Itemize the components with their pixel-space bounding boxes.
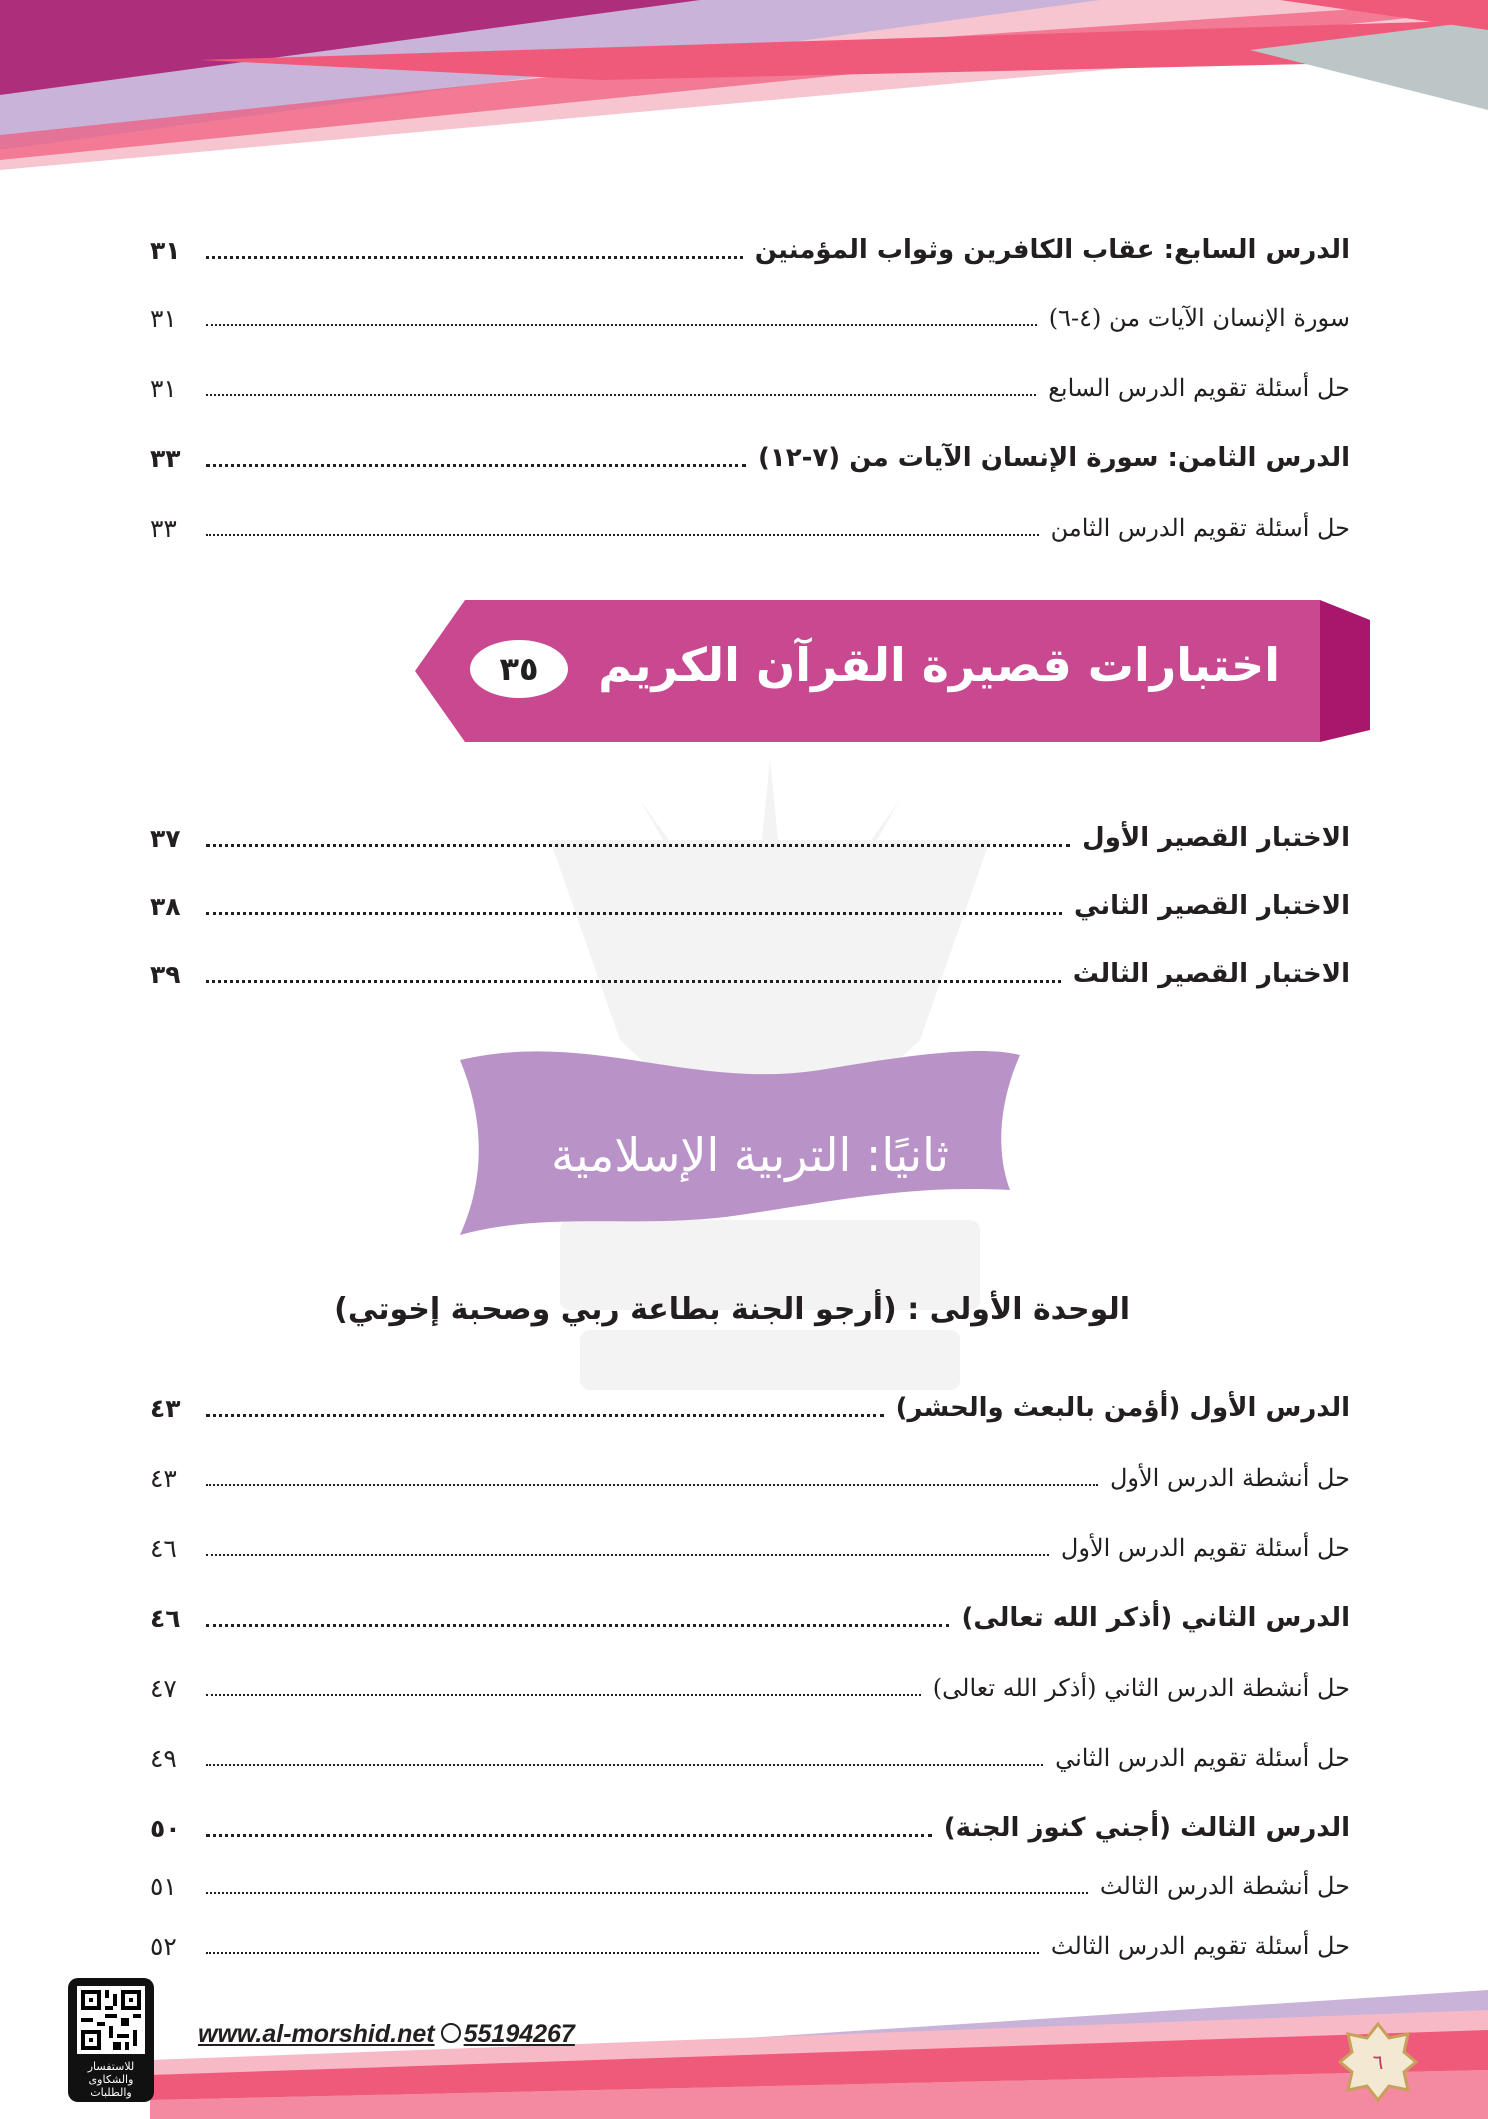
dot-leader (206, 1694, 921, 1696)
footer-contact (198, 2020, 575, 2049)
dot-leader (206, 1892, 1088, 1894)
toc-entry-title: حل أنشطة الدرس الثاني (أذكر الله تعالى) (932, 1674, 1350, 1702)
toc-row[interactable] (150, 816, 1350, 860)
toc-entry-title: الدرس السابع: عقاب الكافرين وثواب المؤمنين (754, 235, 1350, 265)
toc-entry-title: الدرس الأول (أؤمن بالبعث والحشر) (895, 1393, 1350, 1423)
toc-page-number: ٣١ (150, 373, 177, 403)
toc-row[interactable] (150, 884, 1350, 928)
dot-leader (206, 844, 1070, 847)
toc-entry-title: حل أسئلة تقويم الدرس السابع (1048, 374, 1350, 402)
dot-leader (206, 980, 1061, 983)
toc-entry-title: الدرس الثامن: سورة الإنسان الآيات من (٧-١٢) (757, 443, 1350, 473)
unit-subtitle: (أرجو الجنة بطاعة ربي وصحبة إخوتي) (334, 1292, 897, 1327)
toc-entry-title: حل أسئلة تقويم الدرس الأول (1060, 1534, 1350, 1562)
website-link[interactable]: www.al-morshid.net (198, 2020, 435, 2048)
toc-page-number: ٣٨ (150, 891, 181, 921)
dot-leader (206, 256, 743, 259)
toc-entry-title: حل أنشطة الدرس الثالث (1099, 1872, 1350, 1900)
section-banner-title: اختبارات قصيرة القرآن الكريم (598, 638, 1280, 692)
toc-page-number: ٥٢ (150, 1931, 177, 1961)
dot-leader (206, 1764, 1043, 1766)
toc-row[interactable] (150, 296, 1350, 340)
toc-page-number: ٥٠ (150, 1813, 181, 1843)
unit-heading (334, 1292, 1130, 1327)
toc-page-number: ٥١ (150, 1871, 177, 1901)
toc-row[interactable] (150, 1666, 1350, 1710)
toc-page-number: ٣٧ (150, 823, 181, 853)
dot-leader (206, 1834, 932, 1837)
toc-page-number: ٣٣ (150, 443, 181, 473)
ribbon-title: ثانيًا: التربية الإسلامية (551, 1128, 949, 1182)
toc-entry-title: الاختبار القصير الأول (1082, 823, 1350, 853)
toc-entry-title: حل أسئلة تقويم الدرس الثامن (1050, 514, 1350, 542)
toc-entry-title: حل أنشطة الدرس الأول (1109, 1464, 1350, 1492)
toc-entry-title: حل أسئلة تقويم الدرس الثاني (1055, 1744, 1350, 1772)
toc-page-number: ٣١ (150, 303, 177, 333)
dot-leader (206, 1484, 1098, 1486)
toc-entry-title: حل أسئلة تقويم الدرس الثالث (1050, 1932, 1350, 1960)
toc-entry-title: سورة الإنسان الآيات من (٤-٦) (1048, 304, 1350, 332)
toc-entry-title: الاختبار القصير الثالث (1072, 959, 1350, 989)
toc-row[interactable] (150, 228, 1350, 272)
toc-row[interactable] (150, 436, 1350, 480)
unit-label: الوحدة الأولى (929, 1292, 1130, 1327)
dot-leader (206, 1554, 1049, 1556)
toc-row[interactable] (150, 1596, 1350, 1640)
toc-page-number: ٤٩ (150, 1743, 177, 1773)
toc-row[interactable] (150, 1806, 1350, 1850)
toc-page-number: ٤٦ (150, 1533, 177, 1563)
toc-row[interactable] (150, 1864, 1350, 1908)
qr-caption: للاستفسار والشكاوى والطلبات (87, 2060, 135, 2099)
toc-page-number: ٤٣ (150, 1393, 181, 1423)
toc-row[interactable] (150, 1526, 1350, 1570)
toc-row[interactable] (150, 1386, 1350, 1430)
toc-page-number: ٤٣ (150, 1463, 177, 1493)
phone-number: 55194267 (463, 2020, 575, 2048)
toc-entry-title: الدرس الثالث (أجني كنوز الجنة) (943, 1813, 1350, 1843)
dot-leader (206, 394, 1036, 396)
toc-page-number: ٣٩ (150, 959, 181, 989)
dot-leader (206, 1952, 1039, 1954)
toc-page-number: ٣١ (150, 235, 181, 265)
dot-leader (206, 1414, 884, 1417)
toc-entry-title: الاختبار القصير الثاني (1074, 891, 1350, 921)
toc-row[interactable] (150, 1736, 1350, 1780)
phone-icon (441, 2023, 461, 2043)
toc-row[interactable] (150, 1924, 1350, 1968)
bottom-decorative-stripes (0, 1990, 1488, 2119)
toc-page-number: ٤٧ (150, 1673, 177, 1703)
section-banner-page-number: ٣٥ (470, 640, 568, 698)
dot-leader (206, 464, 746, 467)
dot-leader (206, 534, 1039, 536)
unit-separator: : (907, 1292, 920, 1327)
toc-row[interactable] (150, 506, 1350, 550)
dot-leader (206, 1624, 949, 1627)
dot-leader (206, 912, 1062, 915)
toc-entry-title: الدرس الثاني (أذكر الله تعالى) (961, 1603, 1350, 1633)
toc-row[interactable] (150, 952, 1350, 996)
page-number: ٦ (1372, 2050, 1384, 2074)
toc-page-number: ٤٦ (150, 1603, 181, 1633)
dot-leader (206, 324, 1037, 326)
toc-page-number: ٣٣ (150, 513, 177, 543)
qr-code-badge[interactable] (68, 1978, 154, 2102)
top-decorative-stripes (0, 0, 1488, 170)
toc-row[interactable] (150, 1456, 1350, 1500)
qr-code-icon (77, 1986, 145, 2054)
toc-row[interactable] (150, 366, 1350, 410)
